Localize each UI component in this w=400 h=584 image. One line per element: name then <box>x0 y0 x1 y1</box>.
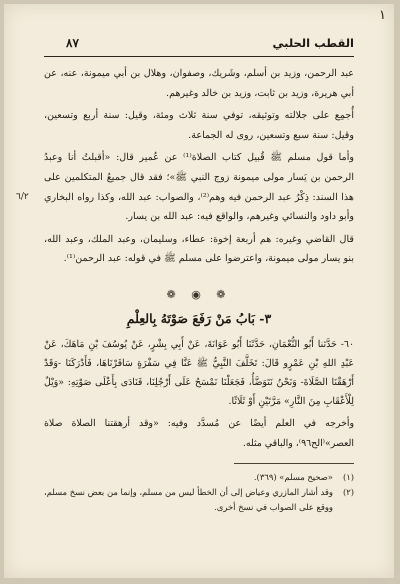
footnote-text: «صحيح مسلم» (٣٦٩). <box>253 471 333 482</box>
margin-reference: ٦/٢ <box>16 192 29 202</box>
paragraph: وأما قول مسلم ﷺ قُبيل كتاب الصلاة⁽¹⁾ عن عُمير قال: «أقبلتُ أنا وعبدُ الرحمن بن يَسار مولى ميمونة زوج النبي ﷺ»؛ فقد قال جميعُ المتكلمين على هذا السند: ذِكْرُ عبد الرحمن فيه وهم⁽²⁾، والصواب: عبد الله، وكذا رواه البخاري وأبو داود والنسائي وغيرهم، والواقع فيه: عبد الله بن يسار. <box>44 152 354 223</box>
running-title: القطب الحلبي <box>272 36 354 50</box>
footnote-text: وقد أشار المازري وعياض إلى أن الخطأ ليس من مسلم، وإنما من بعض نسخ مسلم، ووقع على الصواب في نسخ أخرى. <box>44 486 333 512</box>
footnote <box>44 470 354 485</box>
footnote <box>44 485 354 515</box>
section-ornament: ❁ ◉ ❁ <box>166 287 232 301</box>
footnote-number: (١) <box>342 471 354 482</box>
chapter-heading: ٣- بَابُ مَنْ رَفَعَ صَوْتَهُ بِالعِلْمِ <box>126 310 272 326</box>
corner-number: ١ <box>379 8 386 23</box>
footnote-number: (٢) <box>342 486 354 497</box>
header-rule <box>44 56 354 57</box>
running-header <box>4 36 394 58</box>
page-body <box>44 64 354 564</box>
hadith-block <box>44 335 354 453</box>
hadith-text: ٦٠- حَدَّثنا أَبُو النُّعْمَانِ، حَدَّثَنَا أَبُو عَوَانَةَ، عَنْ أَبِي بِشْرٍ، عَنْ يُوسُفَ بْنِ مَاهَكَ، عَنْ عَبْدِ اللهِ بْنِ عَمْرٍو قَالَ: تَخَلَّفَ النَّبِيُّ ﷺ عَنَّا فِي سَفْرَةٍ سَافَرْنَاهَا، فَأَدْرَكَنَا -وَقَدْ أَرْهَقْنَا الصَّلَاةَ- وَنَحْنُ نَتَوَضَّأُ، فَجَعَلْنَا نَمْسَحُ عَلَى أَرْجُلِنَا، فَنَادَى بِأَعْلَى صَوْتِهِ: «وَيْلٌ لِلْأَعْقَابِ مِنَ النَّارِ» مَرَّتَيْنِ أَوْ ثَلَاثًا. <box>44 338 354 408</box>
paragraph: قال القاضي وغيره: هم أربعة إخوة: عطاء، وسليمان، وعبد الملك، وعبد الله، بنو يسار مولى ميمونة، واعترضوا على مسلم ﷺ في قوله: عبد الرحمن⁽¹⁾. <box>44 233 354 265</box>
paragraph: عبد الرحمن، وزيد بن أسلم، وشَريك، وصفوان، وهلال بن أبي ميمونة، عنه، عن أبي هريرة، وزيد بن ثابت، وزيد بن خالد وغيرهم. <box>44 68 354 99</box>
page-number: ٨٧ <box>66 36 79 50</box>
footnote-rule <box>234 463 354 464</box>
footnotes <box>44 470 354 515</box>
hadith-commentary: وأخرجه في العلم أيضًا عن مُسدَّد وفيه: «وقد أرهقتنا الصلاة صلاة العصر»⁽الح٩٦⁾، والباقي مثله. <box>44 418 354 449</box>
paragraph: أُجمِع على جلالته وتوثيقه، توفي سنة ثلاث ومئة، وقيل: سنة أربع وتسعين، وقيل: سنة سبع وتسعين، روى له الجماعة. <box>44 110 354 141</box>
book-page <box>4 4 394 578</box>
